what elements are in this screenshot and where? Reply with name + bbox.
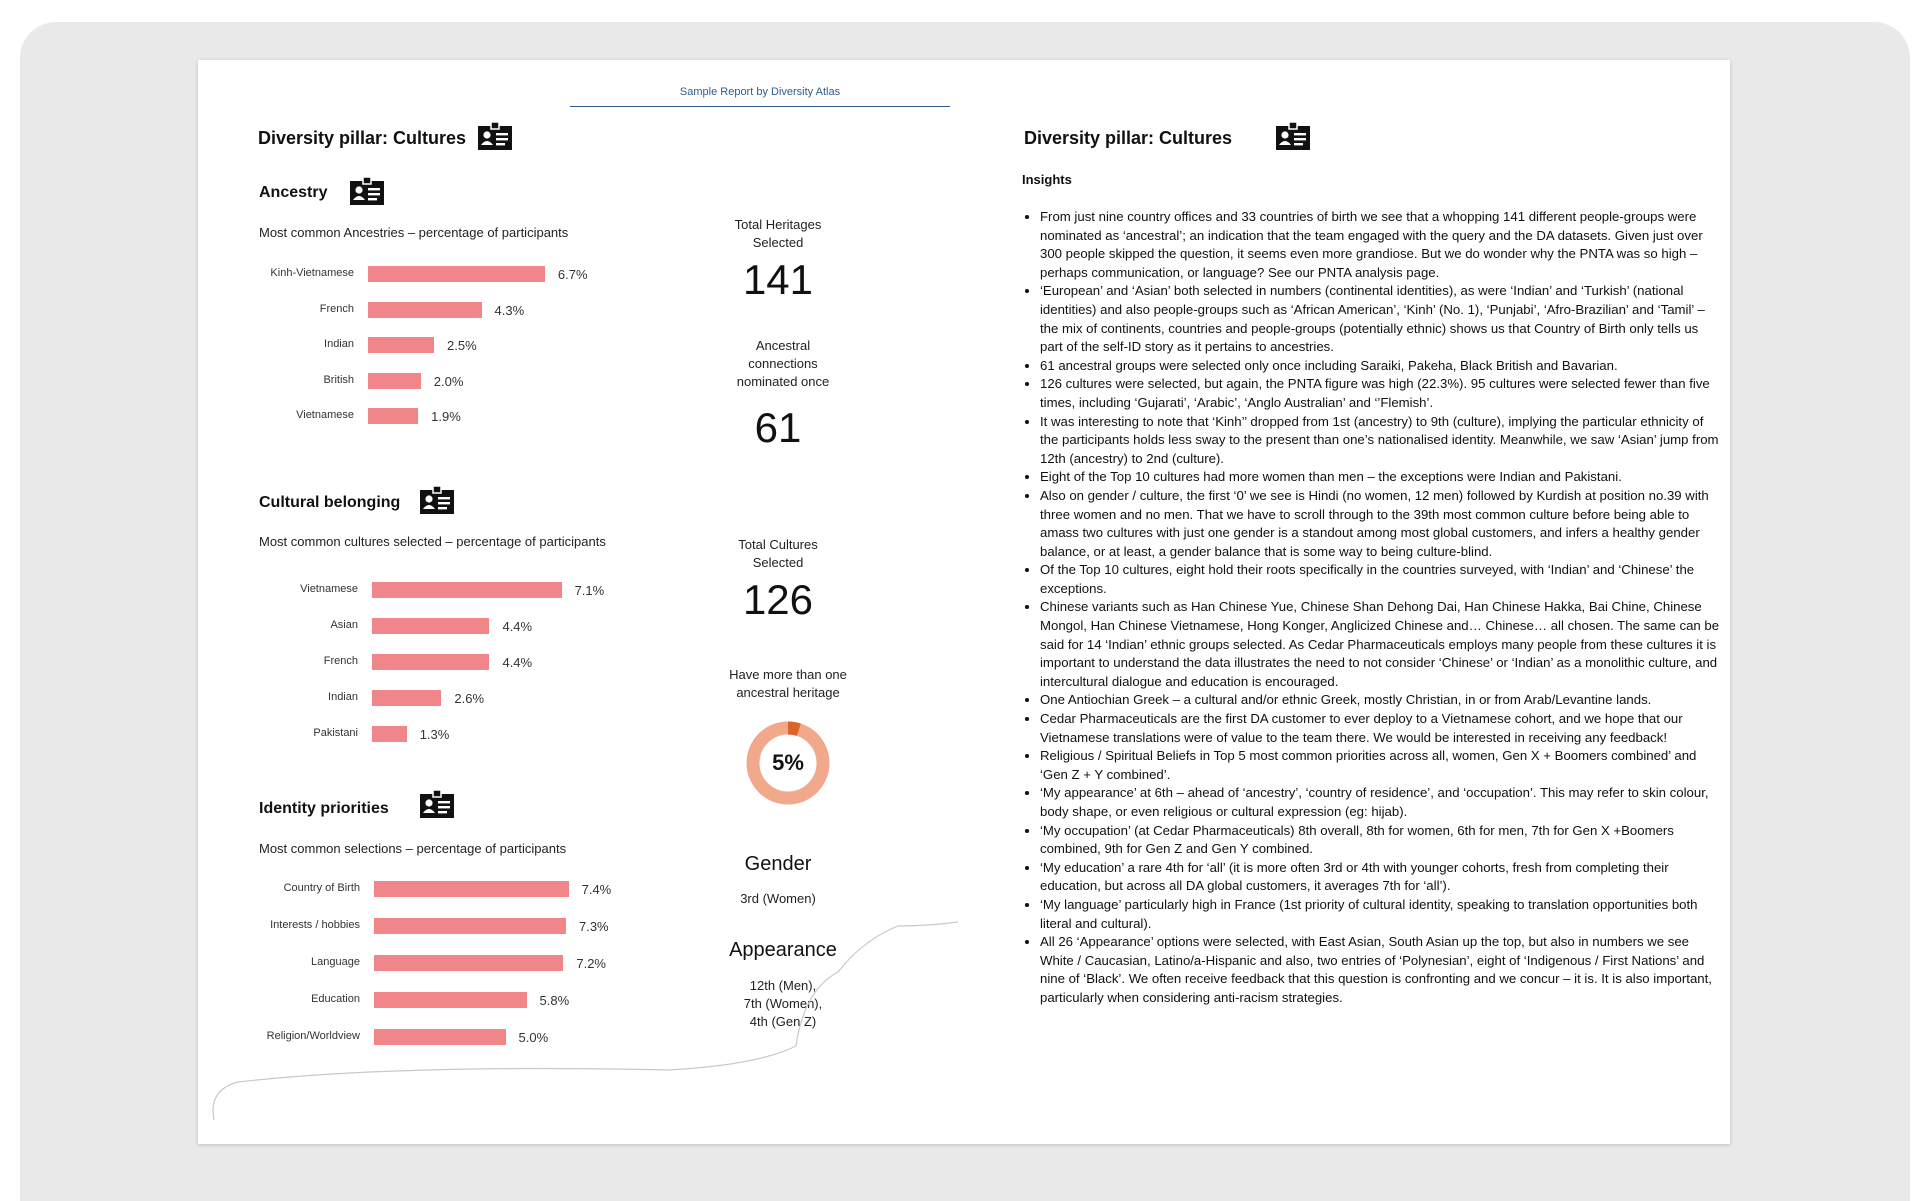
once-value: 61 (754, 404, 802, 451)
appearance-rank-1: 12th (Men), (749, 978, 817, 993)
bar-value-label: 2.0% (433, 373, 464, 389)
bar-value-label: 7.2% (576, 956, 606, 971)
bar-label: French (319, 302, 354, 315)
insight-item: • Of the Top 10 cultures, eight hold their roots specifically in the countries surveyed, with ‘Indian’ and ‘Chinese’ the exceptions. (1040, 561, 1720, 598)
decorative-scribble (198, 60, 958, 1144)
bar-value-label: 7.4% (581, 882, 612, 897)
right-pillar-title: Diversity pillar: Cultures (1024, 128, 1233, 148)
cultures-label: Total Cultures Selected (738, 537, 818, 570)
identity-subtitle: Most common selections – percentage of participants (259, 841, 567, 856)
bar-value-label: 5.8% (539, 993, 570, 1008)
ancestry-title: Ancestry (259, 184, 328, 201)
bar-value-label: 6.7% (557, 267, 588, 282)
appearance-rank-2: 7th (Women), (743, 996, 823, 1011)
bar-value-label: 2.5% (447, 338, 477, 353)
insight-item: • 126 cultures were selected, but again, the PNTA figure was high (22.3%). 95 cultures were selected fewer than five times, including ‘Gujarati’, ‘Arabic’, ‘Anglo Australian’ and ‘’Flemish’. (1040, 375, 1720, 412)
bar-value-label: 7.1% (574, 583, 605, 598)
insight-item: • ‘My occupation’ (at Cedar Pharmaceuticals) 8th overall, 8th for women, 6th for men, 7th for Gen X +Boomers combined, 9th for Gen Z and Gen Y combined. (1040, 822, 1720, 859)
insight-item: • ‘My language’ particularly high in France (1st priority of cultural identity, speaking to translation opportunities both literal and cultural). (1040, 896, 1720, 933)
bar-label: Vietnamese (300, 583, 358, 595)
page-header: Sample Report by Diversity Atlas (679, 86, 841, 98)
insight-item: • ‘My education’ a rare 4th for ‘all’ (it is more often 3rd or 4th with younger cohorts, fresh from completing their education, but across all DA global customers, it averages 7th for ‘all’). (1040, 859, 1720, 896)
insight-item: • One Antiochian Greek – a cultural and/or ethnic Greek, mostly Christian, in or from Arab/Levantine lands. (1040, 691, 1720, 710)
id-card-icon (1276, 122, 1310, 150)
insights-list (1022, 208, 1720, 1008)
appearance-title: Appearance (729, 939, 837, 961)
insight-item: • Religious / Spiritual Beliefs in Top 5 most common priorities across all, women, Gen X + Boomers combined’ and ‘Gen Z + Y combined’. (1040, 747, 1720, 784)
bar-value-label: 1.9% (431, 409, 461, 424)
donut-value: 5% (772, 750, 804, 775)
insight-item: • 61 ancestral groups were selected only once including Saraiki, Pakeha, Black British and Bavarian. (1040, 357, 1720, 376)
bar-label: Country of Birth (283, 882, 360, 894)
insight-item: • From just nine country offices and 33 countries of birth we see that a whopping 141 different people-groups were nominated as ‘ancestral’; an indication that the team engaged with the query and the DA datasets. Given just over 300 people skipped the question, it seems even more grandiose. But we do wonder why the PNTA was so high – perhaps communication, or language? See our PNTA analysis page. (1040, 208, 1720, 282)
ancestry-subtitle: Most common Ancestries – percentage of participants (259, 225, 569, 240)
insight-item: • ‘My appearance’ at 6th – ahead of ‘ancestry’, ‘country of residence’, and ‘occupation’. This may refer to skin colour, body shape, or even religious or cultural expression (eg: hijab). (1040, 784, 1720, 821)
left-pillar-title: Diversity pillar: Cultures (258, 128, 467, 148)
document-page (198, 60, 1730, 1144)
bar-label: Religion/Worldview (266, 1030, 360, 1042)
bar-value-label: 4.3% (494, 302, 525, 318)
bar-value-label: 1.3% (419, 727, 450, 742)
bar-label: Asian (330, 619, 358, 631)
insight-item: • Eight of the Top 10 cultures had more women than men – the exceptions were Indian and Pakistani. (1040, 468, 1720, 487)
bar-label: Interests / hobbies (270, 919, 360, 931)
bar-value-label: 4.4% (502, 655, 533, 670)
bar-value-label: 4.4% (502, 619, 533, 634)
insights-title: Insights (1022, 172, 1072, 187)
insight-item: • Also on gender / culture, the first ‘0’ we see is Hindi (no women, 12 men) followed by Kurdish at position no.39 with three women and no men. That we have to scroll through to the 39th most common culture before being able to amass two cultures with just one gender is a standout among most global customers, and infers a healthy gender balance, or at least, a gender balance that is some way to being culture-blind. (1040, 487, 1720, 561)
bar-label: French (323, 655, 358, 667)
gender-rank: 3rd (Women) (740, 891, 816, 906)
identity-title: Identity priorities (259, 800, 389, 817)
insight-item: • Cedar Pharmaceuticals are the first DA customer to ever deploy to a Vietnamese cohort, and we hope that our Vietnamese translations were of value to the team there. We would be interested in receiving any feedback! (1040, 710, 1720, 747)
bar-label: Language (311, 956, 360, 968)
heritages-label: Total Heritages Selected (734, 217, 822, 250)
cultures-value: 126 (742, 576, 814, 623)
insight-item: • Chinese variants such as Han Chinese Yue, Chinese Shan Dehong Dai, Han Chinese Hakka, Bai Chine, Chinese Mongol, Han Chinese Vietnamese, Hong Konger, Anglicized Chinese and… Chinese… all chosen. The same can be said for 14 ‘Indian’ ethnic groups selected. As Cedar Pharmaceuticals employs many people from these cultures it is important to understand the data illustrates the need to not consider ‘Chinese’ or ‘Indian’ as a monolithic culture, and intercultural dialogue and education is encouraged. (1040, 598, 1720, 691)
insight-item: • All 26 ‘Appearance’ options were selected, with East Asian, South Asian up the top, but also in numbers we see White / Caucasian, Latino/a-Hispanic and also, two entries of ‘Polynesian’, eight of ‘Indigenous / First Nations’ and nine of ‘Black’. We often receive feedback that this question is confronting and we concur – it is. It is also important, particularly when considering anti-racism strategies. (1040, 933, 1720, 1007)
bar-value-label: 5.0% (518, 1030, 549, 1045)
bar-label: Kinh-Vietnamese (270, 267, 354, 279)
bar-label: Indian (328, 691, 358, 703)
heritages-value: 141 (742, 256, 814, 303)
appearance-rank-3: 4th (Gen Z) (749, 1014, 817, 1029)
belonging-title: Cultural belonging (259, 494, 401, 511)
bar-label: British (323, 373, 354, 386)
insight-item: • ‘European’ and ‘Asian’ both selected in numbers (continental identities), as were ‘Indian’ and ‘Turkish’ (national identities) and also people-groups such as ‘African American’, ‘Kinh’ (No. 1), ‘Punjabi’, ‘Afro-Brazilian’ and ‘Tamil’ – the mix of continents, countries and people-groups (potentially ethnic) shows us that Country of Birth only tells us part of the self-ID story as it pertains to ancestries. (1040, 282, 1720, 356)
insight-item: • It was interesting to note that ‘Kinh’’ dropped from 1st (ancestry) to 9th (culture), implying the particular ethnicity of the participants holds less sway to the present than one’s nationalised identity. Meanwhile, we saw ‘Asian’ jump from 12th (ancestry) to 2nd (culture). (1040, 413, 1720, 469)
bar-label: Pakistani (313, 727, 358, 739)
bar-label: Vietnamese (296, 409, 354, 421)
bar-value-label: 7.3% (578, 919, 609, 934)
bar-label: Education (311, 993, 360, 1005)
bar-label: Indian (324, 338, 354, 350)
once-label: Ancestral connections nominated once (736, 338, 830, 389)
bar-value-label: 2.6% (454, 691, 485, 706)
multi-heritage-label: Have more than one ancestral heritage (729, 667, 847, 700)
belonging-subtitle: Most common cultures selected – percentage of participants (259, 534, 606, 549)
gender-title: Gender (744, 853, 812, 875)
